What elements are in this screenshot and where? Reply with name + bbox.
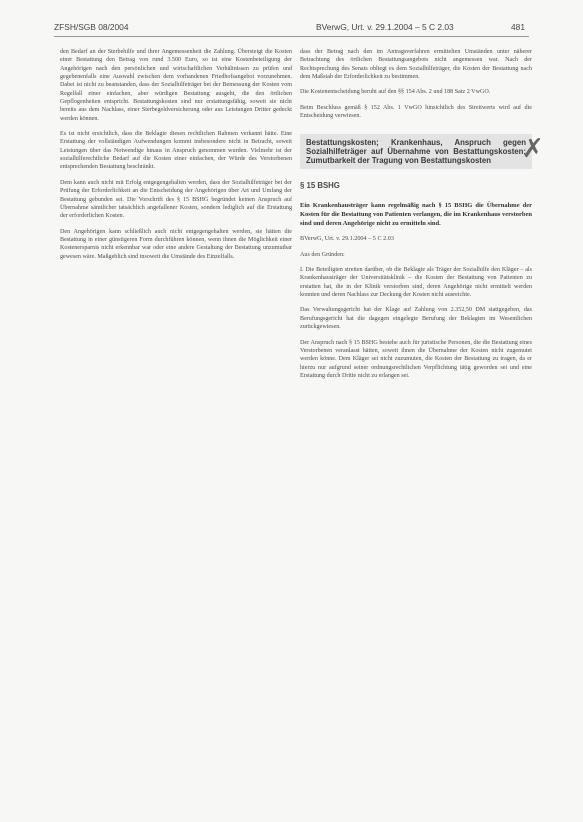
right-column (300, 48, 544, 387)
body-paragraph: Beim Beschluss gemäß § 152 Abs. 1 VwGO hinsichtlich des Streitwerts wird auf die Entscheidung verwiesen. (300, 104, 532, 120)
body-paragraph: Das Verwaltungsgericht hat der Klage auf Zahlung von 2.352,50 DM stattgegeben, das Berufungsgericht hat die dagegen eingelegte Berufung der Beklagten im Wesentlichen zurückgewiesen. (300, 307, 532, 331)
body-paragraph: den Bedarf an der Sterbehilfe und ihrer Angemessenheit die Zahlung. Übersteigt die Kosten einer Bestattung den Betrag von rund 3.500 Euro, so ist eine Kostenbeteiligung der Angehörigen nach den persönlichen und wirtschaftlichen Verhältnissen zu prüfen und gegebenenfalls eine Auswahl zwischen dem vorhandenen Friedhofsangebot vorzunehmen. Dabei ist nicht zu beanstanden, dass der Sozialhilfeträger bei der Bemessung der Kosten vom Regelfall einer einfachen, aber würdigen Bestattung ausgeht, die den örtlichen Gepflogenheiten entspricht. Bestattungskosten sind nur erstattungsfähig, soweit sie nicht bereits aus dem Nachlass, einer Sterbegeldversicherung oder aus Leistungen Dritter gedeckt werden können. (60, 49, 292, 122)
body-paragraph: I. Die Beteiligten streiten darüber, ob die Beklagte als Träger der Sozialhilfe den Kläger – als Krankenhausträger der Universitätsklinik – die Kosten der Bestattung von Patienten zu erstatten hat, die in der Klinik verstorben sind, deren Angehörige nicht ermittelt werden konnten und deren Nachlass zur Deckung der Kosten nicht ausreichte. (300, 267, 532, 299)
court-decision-line: BVerwG, Urt. v. 29.1.2004 – 5 C 2.03 (300, 235, 394, 243)
body-paragraph: Den Angehörigen kann schließlich auch nicht entgegengehalten werden, sie hätten die Bestattung in einer günstigeren Form durchführen können, wenn ihnen die Möglichkeit einer Kostenersparnis nicht erkennbar war oder eine andere Gestaltung der Bestattung unzumutbar gewesen wäre. Maßgeblich sind insoweit die Umstände des Einzelfalls. (60, 228, 292, 260)
case-citation: BVerwG, Urt. v. 29.1.2004 – 5 C 2.03 (316, 22, 454, 32)
body-paragraph: Die Kostenentscheidung beruht auf den §§ 154 Abs. 2 und 188 Satz 2 VwGO. (300, 89, 491, 96)
left-column (60, 48, 292, 268)
headnote-title: Bestattungskosten; Krankenhaus, Anspruch gegen Sozialhilfeträger auf Übernahme von Bestattungskosten; Zumutbarkeit der Tragung von Bestattungskosten (306, 138, 526, 166)
handwritten-cross-mark: ✗ (522, 133, 544, 164)
page-number: 481 (511, 22, 525, 32)
running-header (54, 22, 529, 36)
headnote-leitsatz: Ein Krankenhausträger kann regelmäßig nach § 15 BSHG die Übernahme der Kosten für die Bestattung von Patienten verlangen, die im Krankenhaus verstorben sind und deren Angehörige nicht zu ermitteln sind. (300, 202, 532, 228)
header-rule (54, 36, 529, 37)
headnote-box (300, 133, 544, 169)
body-paragraph: Dem kann auch nicht mit Erfolg entgegengehalten werden, dass der Sozialhilfeträger bei der Prüfung der Erforderlichkeit an die Entscheidung der Angehörigen über Art und Umfang der Bestattung gebunden sei. Die Vorschrift des § 15 BSHG begründet keinen Anspruch auf Übernahme sämtlicher tatsächlich angefallener Kosten, sondern lediglich auf die Erstattung der erforderlichen Kosten. (60, 179, 292, 220)
reasons-label: Aus den Gründen: (300, 251, 345, 258)
body-paragraph: Der Anspruch nach § 15 BSHG bestehe auch für juristische Personen, die die Bestattung eines Verstorbenen veranlasst hätten, soweit ihnen die Übernahme der Kosten nicht zugemutet werden könne. Dem Kläger sei nicht zuzumuten, die Kosten der Bestattung zu tragen, da er hierzu nur aufgrund seiner ordnungsrechtlichen Verpflichtung tätig geworden sei und eine Erstattung durch Dritte nicht zu erlangen sei. (300, 339, 532, 379)
statute-reference: § 15 BSHG (300, 181, 340, 191)
journal-title: ZFSH/SGB 08/2004 (54, 22, 129, 32)
body-paragraph: dass der Betrag nach den im Antragsverfahren ermittelten Umständen unter näherer Betrachtung des örtlichen Bestattungsangebots nicht angemessen war. Nach der Rechtsprechung des Senats obliegt es dem Sozialhilfeträger, die Kosten der Bestattung nach dem Maßstab der Erforderlichkeit zu bestimmen. (300, 49, 532, 81)
body-paragraph: Es ist nicht ersichtlich, dass die Beklagte diesen rechtlichen Rahmen verkannt hätte. Eine Erstattung der vollständigen Aufwendungen kommt insbesondere nicht in Betracht, soweit Leistungen über das Notwendige hinaus in Anspruch genommen wurden. Vielmehr ist der sozialhilferechtliche Bedarf auf die Kosten einer einfachen, der Würde des Verstorbenen entsprechenden Bestattung beschränkt. (60, 131, 292, 171)
